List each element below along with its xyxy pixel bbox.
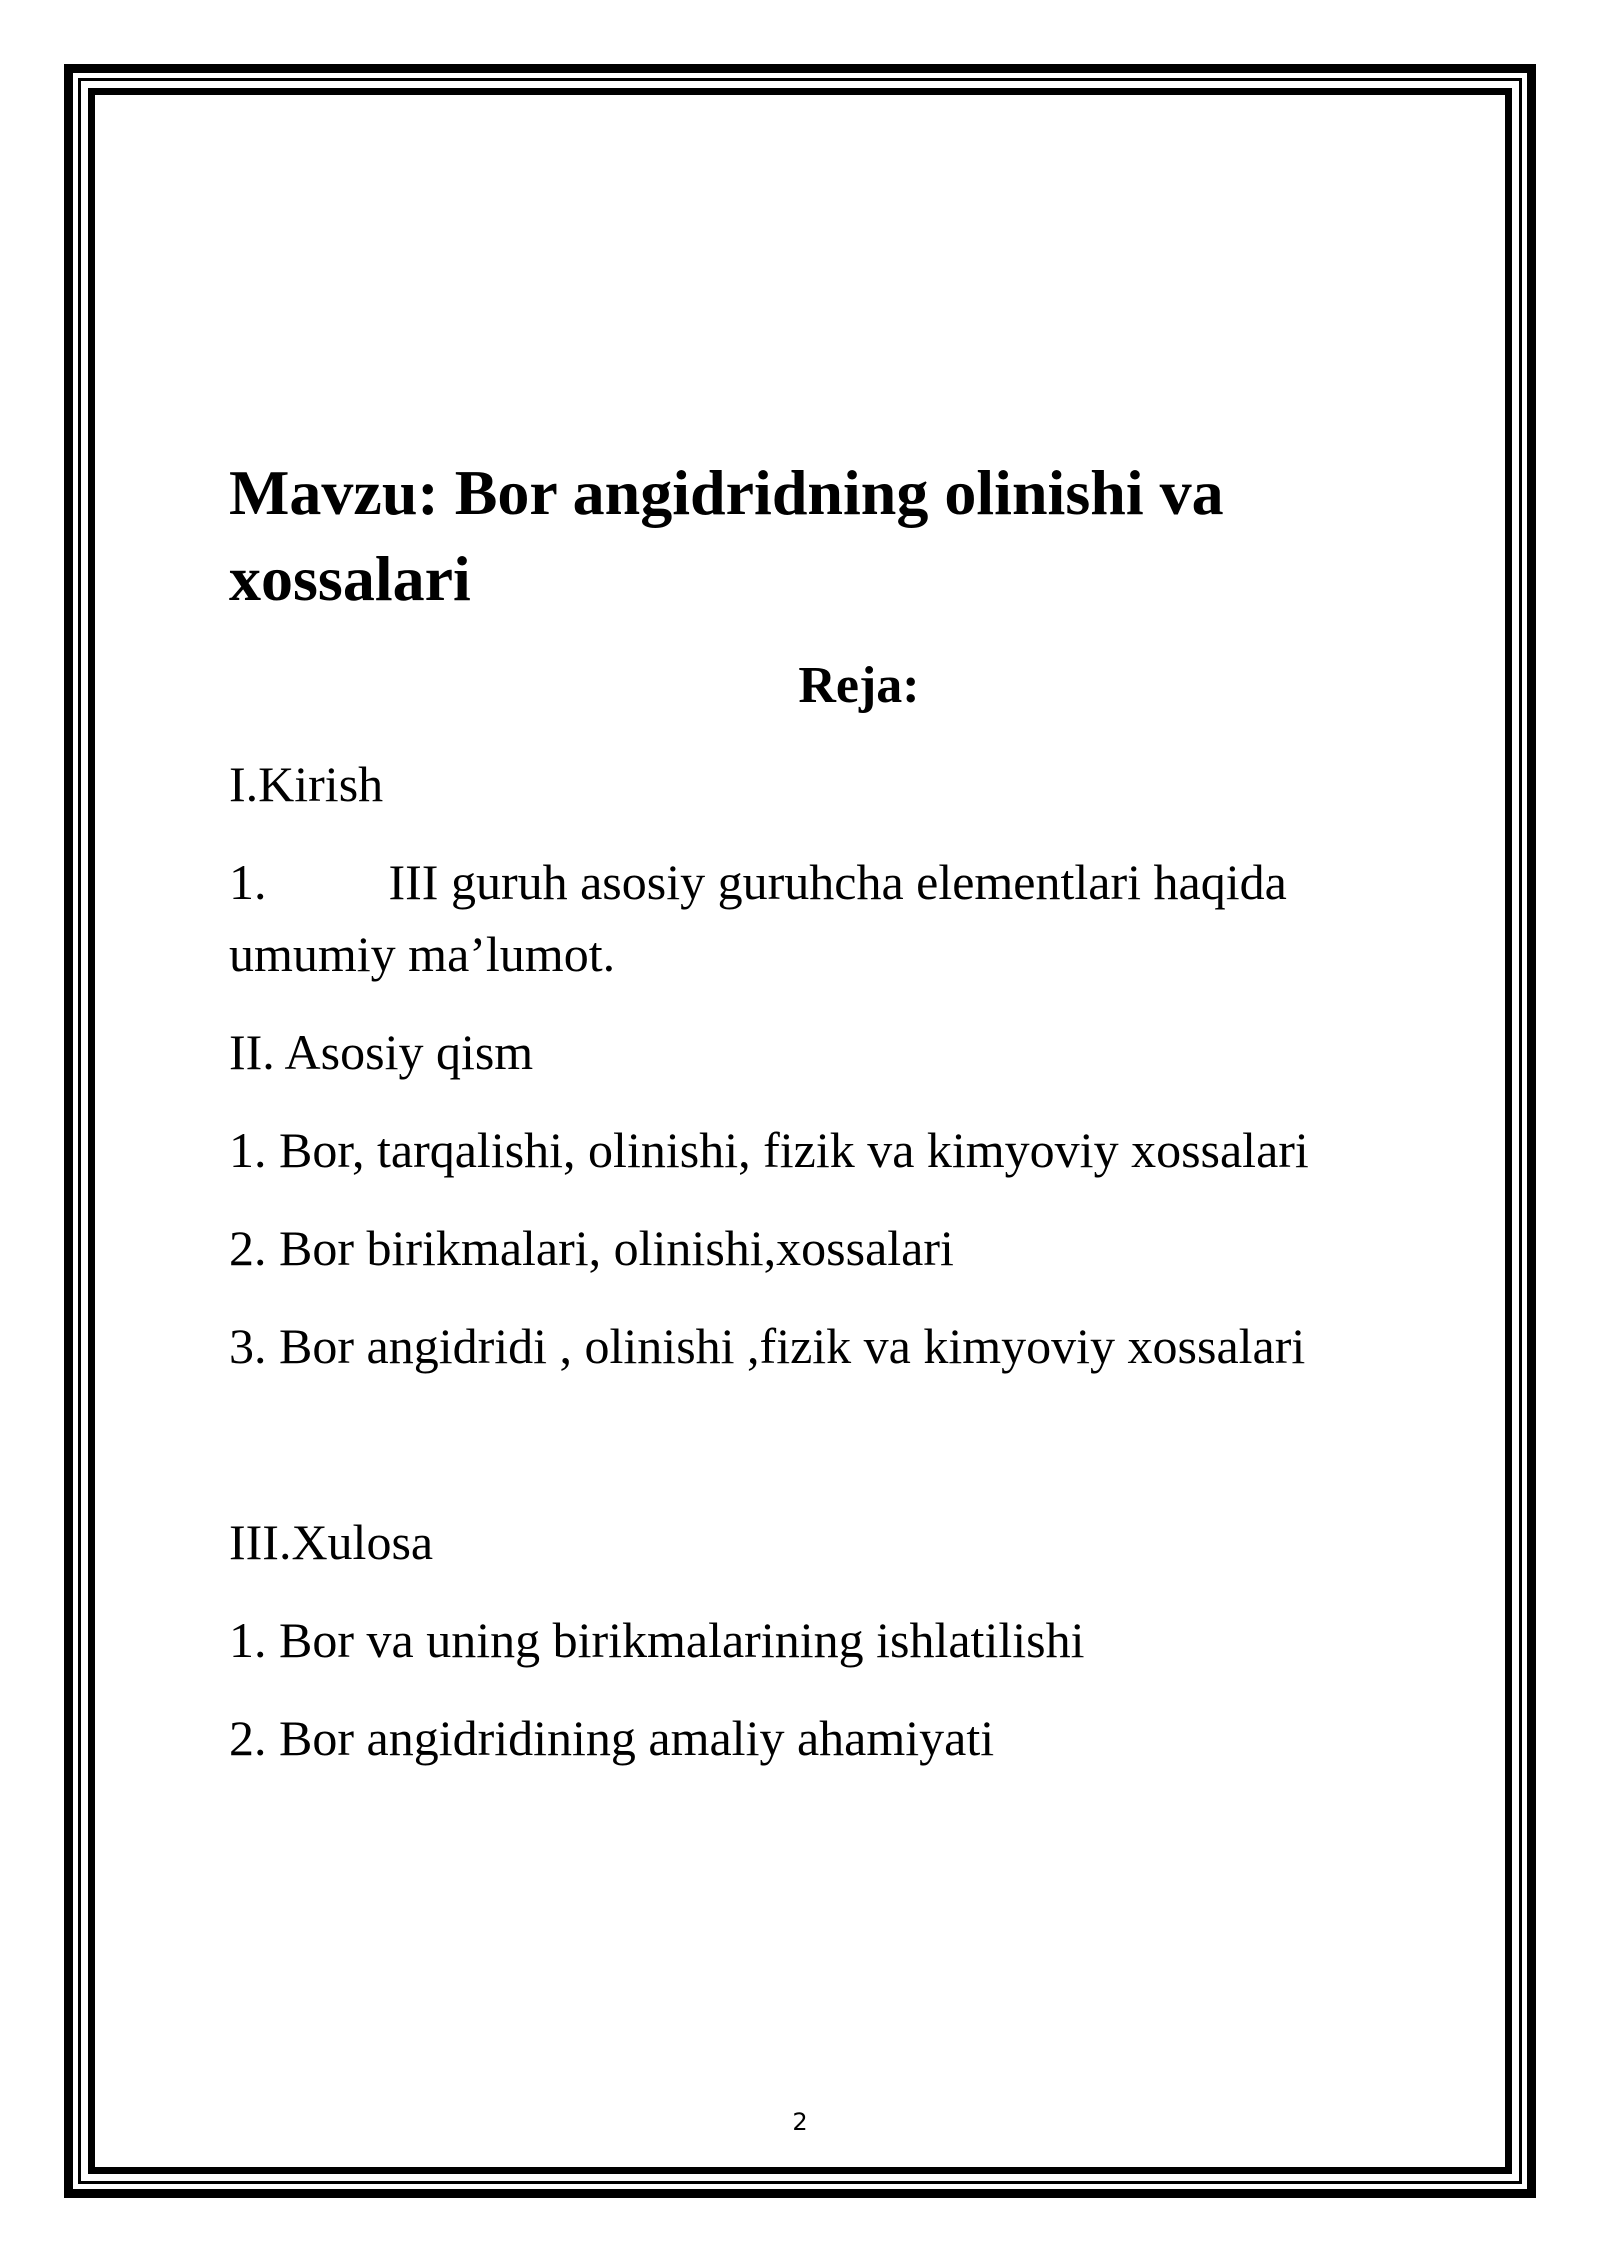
- main-item-3: 3. Bor angidridi , olinishi ,fizik va kimyoviy xossalari: [229, 1318, 1306, 1374]
- intro-item-1-continuation: umumiy ma’lumot.: [229, 926, 616, 982]
- plan-heading: Reja:: [798, 657, 920, 714]
- intro-item-1-number: 1.: [229, 854, 267, 910]
- document-title: Mavzu: Bor angidridning olinishi va xossalari: [229, 457, 1224, 614]
- intro-item-1-text: III guruh asosiy guruhcha elementlari haqida: [388, 854, 1287, 910]
- page-number: 2: [792, 2108, 808, 2136]
- conclusion-item-1: 1. Bor va uning birikmalarining ishlatilishi: [229, 1612, 1085, 1668]
- main-item-2: 2. Bor birikmalari, olinishi,xossalari: [229, 1220, 954, 1276]
- section-main-heading: II. Asosiy qism: [229, 1024, 534, 1080]
- main-item-1: 1. Bor, tarqalishi, olinishi, fizik va kimyoviy xossalari: [229, 1122, 1309, 1178]
- conclusion-item-2: 2. Bor angidridining amaliy ahamiyati: [229, 1710, 995, 1766]
- section-conclusion-heading: III.Xulosa: [229, 1514, 434, 1570]
- intro-item-1: [229, 852, 1429, 912]
- document-body: [229, 450, 1429, 1768]
- section-intro-heading: I.Kirish: [229, 756, 384, 812]
